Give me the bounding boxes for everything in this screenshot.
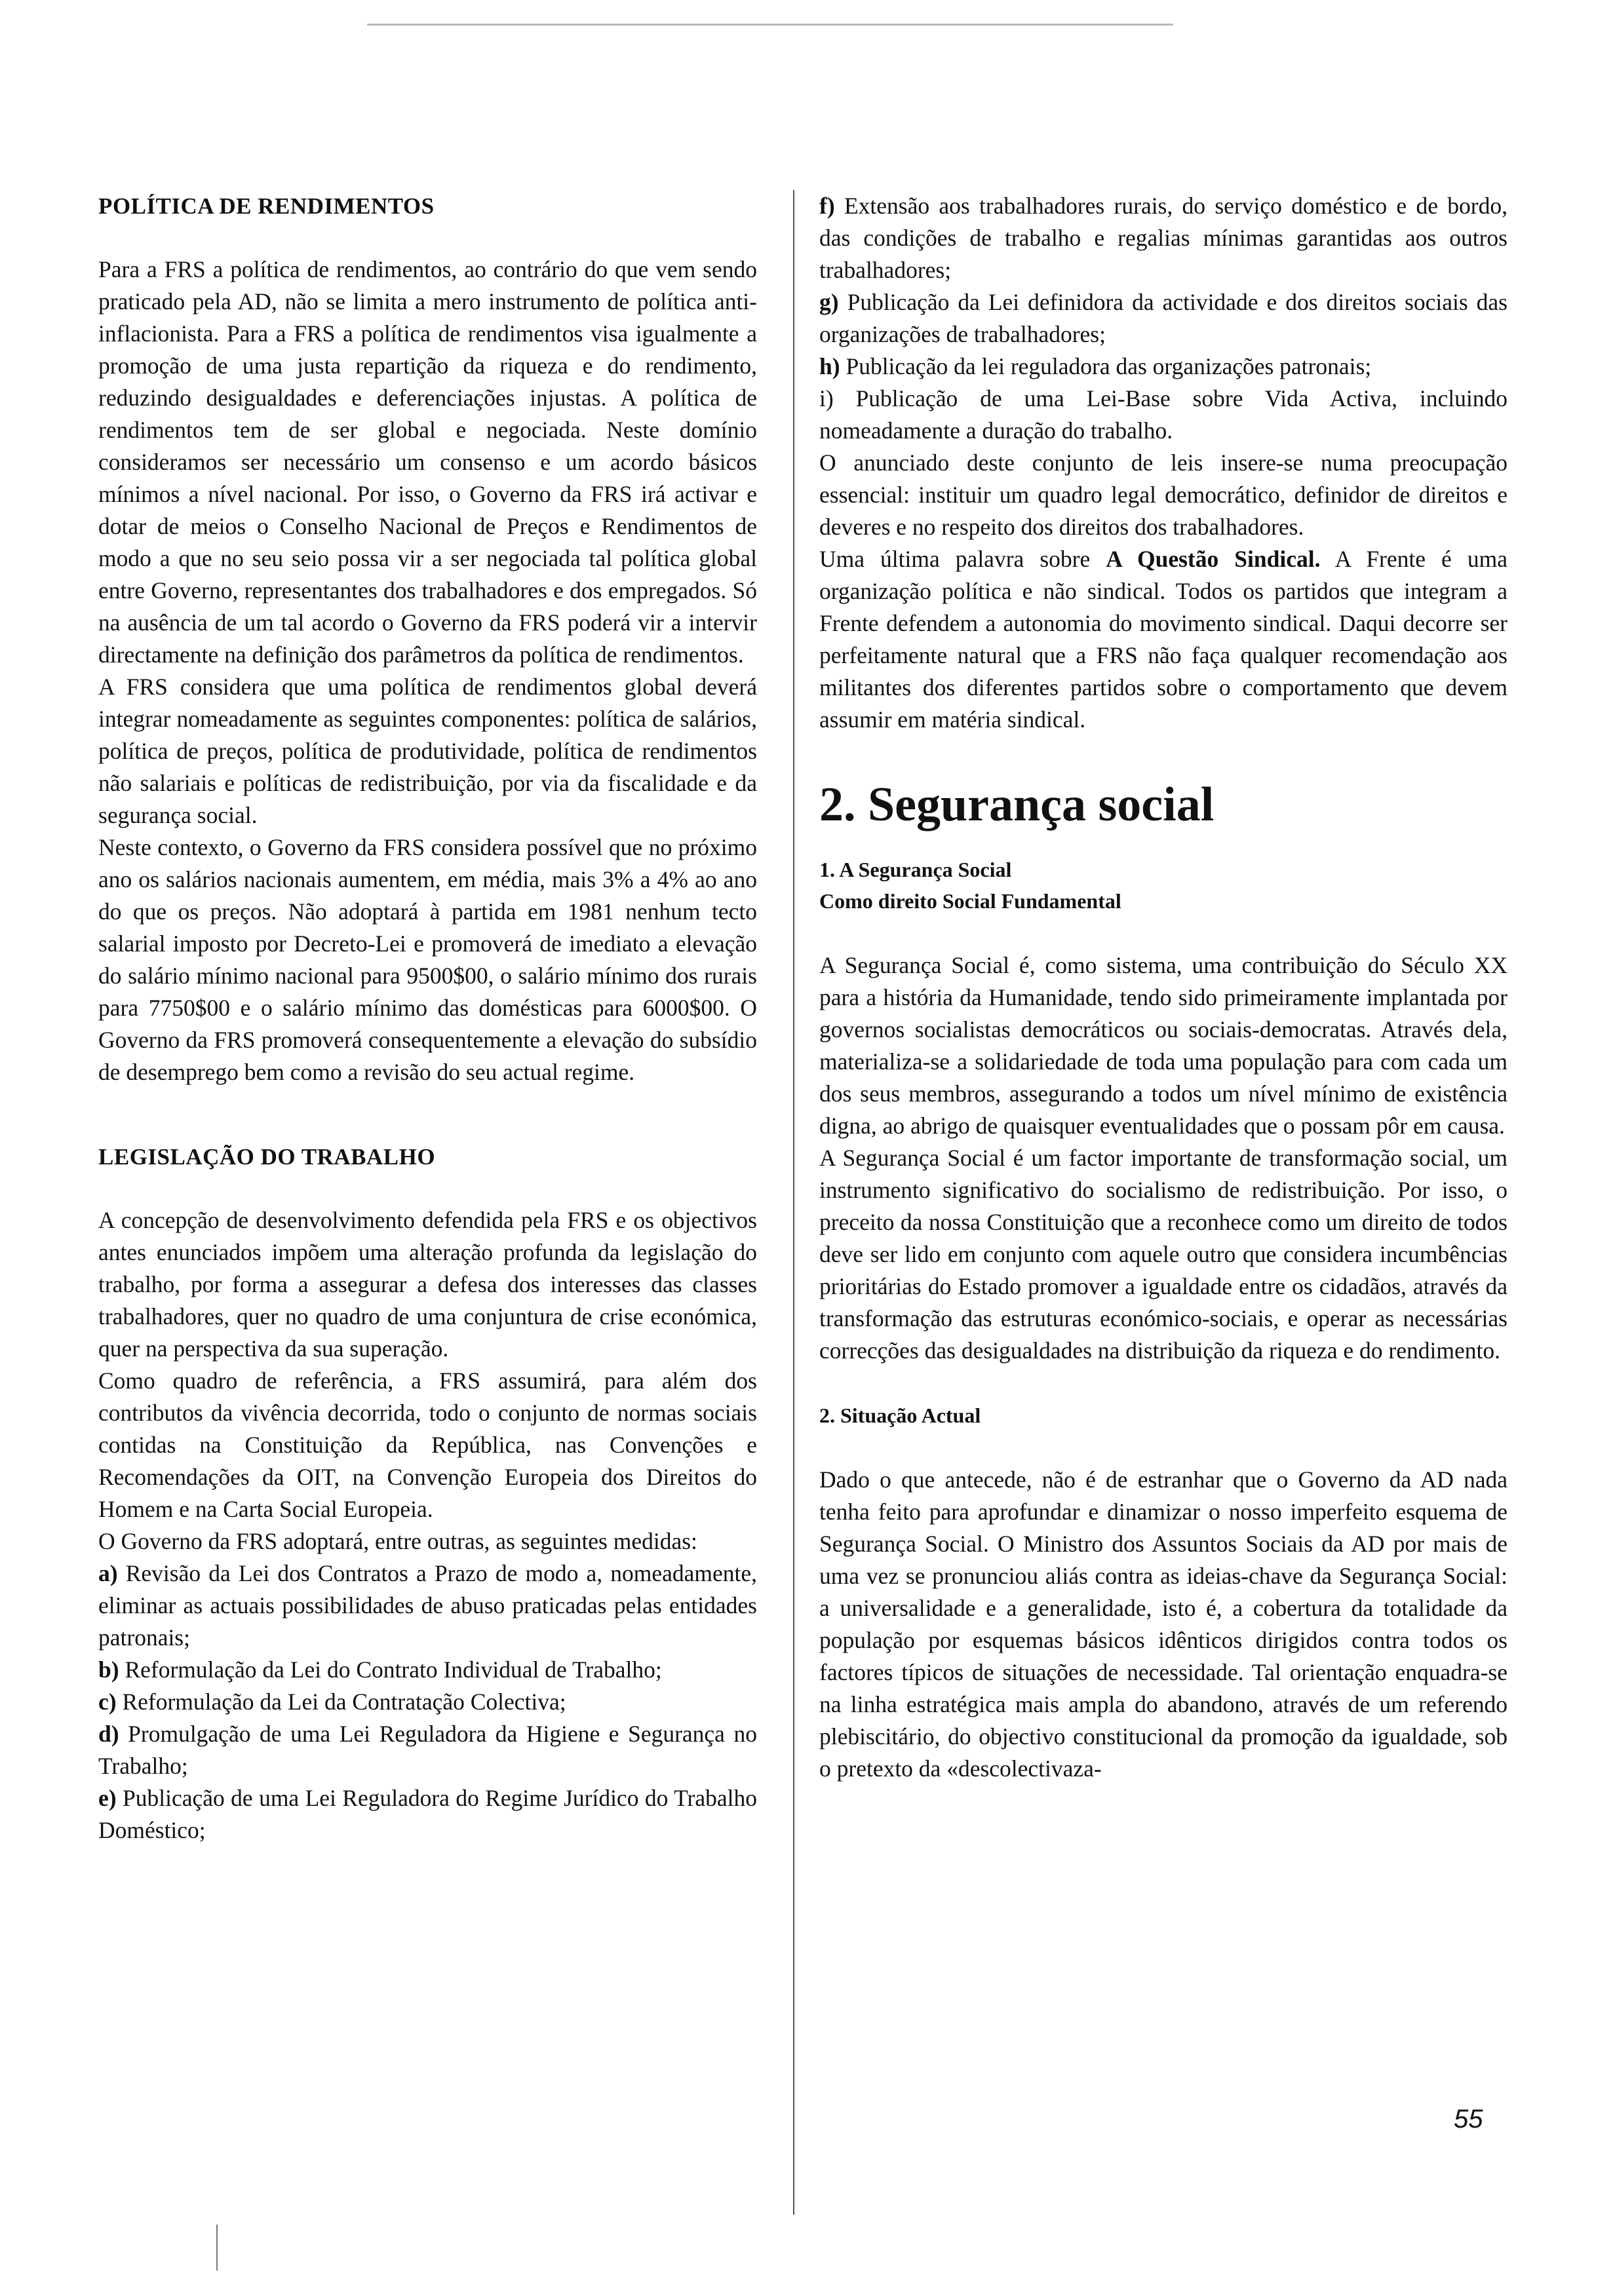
list-letter: h): [819, 353, 840, 379]
left-column: [98, 190, 757, 1846]
list-item: [98, 1654, 757, 1686]
page-number: 55: [1454, 2105, 1483, 2133]
list-letter: g): [819, 289, 839, 315]
list-item: [98, 1686, 757, 1718]
list-letter: d): [98, 1721, 119, 1747]
paragraph: A FRS considera que uma política de rendimentos global deverá integrar nomeadamente as seguintes componentes: política de salários, política de preços, política de produtividade, política de rendimentos não salariais e políticas de redistribuição, por via da fiscalidade e da segurança social.: [98, 674, 757, 828]
emphasis: A Questão Sindical.: [1106, 546, 1321, 572]
list-letter: i): [819, 385, 834, 411]
paragraph: Dado o que antecede, não é de estranhar que o Governo da AD nada tenha feito para aprofundar e dinamizar o nosso imperfeito esquema de Segurança Social. O Ministro dos Assuntos Sociais da AD por mais de uma vez se pronunciou aliás contra as ideias-chave da Segurança Social: a universalidade e a generalidade, isto é, a cobertura da totalidade da população por esquemas básicos idênticos dirigidos contra todos os factores típicos de situações de necessidade. Tal orientação enquadra-se na linha estratégica mais ampla do abandono, através de um referendo plebiscitário, do objectivo constitucional da promoção da igualdade, sob o pretexto da «descolectivaza-: [819, 1466, 1508, 1782]
paragraph: Como quadro de referência, a FRS assumirá, para além dos contributos da vivência decorrida, todo o conjunto de normas sociais contidas na Constituição da República, nas Convenções e Recomendações da OIT, na Convenção Europeia dos Direitos do Homem e na Carta Social Europeia.: [98, 1368, 757, 1522]
list-item: [98, 1782, 757, 1846]
list-item: [98, 1558, 757, 1654]
list-letter: f): [819, 193, 835, 219]
paragraph-questao-sindical: Uma última palavra sobre A Questão Sindical. A Frente é uma organização política e não sindical. Todos os partidos que integram a Frente defendem a autonomia do movimento sindical. Daqui decorre ser perfeitamente natural que a FRS não faça qualquer recomendação aos militantes dos diferentes partidos sobre o comportamento que devem assumir em matéria sindical.: [819, 546, 1508, 733]
section-title-legislacao-trabalho: LEGISLAÇÃO DO TRABALHO: [98, 1144, 436, 1170]
paragraph: Para a FRS a política de rendimentos, ao contrário do que vem sendo praticado pela AD, não se limita a mero instrumento de política anti-inflacionista. Para a FRS a política de rendimentos visa igualmente a promoção de uma justa repartição da riqueza e do rendimento, reduzindo desigualdades e deferenciações injustas. A política de rendimentos tem de ser global e negociada. Neste domínio consideramos ser necessário um consenso e um acordo básicos mínimos a nível nacional. Por isso, o Governo da FRS irá activar e dotar de meios o Conselho Nacional de Preços e Rendimentos de modo a que no seu seio possa vir a ser negociada tal política global entre Governo, representantes dos trabalhadores e dos empregados. Só na ausência de um tal acordo o Governo da FRS poderá vir a intervir directamente na definição dos parâmetros da política de rendimentos.: [98, 256, 757, 668]
top-rule: [367, 24, 1173, 26]
column-divider: [793, 190, 794, 2215]
list-text: Reformulação da Lei do Contrato Individual de Trabalho;: [119, 1656, 662, 1683]
list-text: Publicação de uma Lei Reguladora do Regime Jurídico do Trabalho Doméstico;: [98, 1785, 757, 1843]
paragraph: A Segurança Social é, como sistema, uma contribuição do Século XX para a história da Humanidade, tendo sido primeiramente implantada por governos socialistas democráticos ou sociais-democratas. Através dela, materializa-se a solidariedade de toda uma população para com cada um dos seus membros, assegurando a todos um nível mínimo de existência digna, ao abrigo de quaisquer eventualidades que o possam pôr em causa.: [819, 952, 1508, 1139]
subsection-title: 2. Situação Actual: [819, 1404, 981, 1427]
list-text: Extensão aos trabalhadores rurais, do serviço doméstico e de bordo, das condições de trabalho e regalias mínimas garantidas aos outros trabalhadores;: [819, 193, 1508, 283]
list-text: Publicação da lei reguladora das organizações patronais;: [840, 353, 1372, 379]
list-letter: c): [98, 1689, 117, 1715]
subsection-subtitle: Como direito Social Fundamental: [819, 889, 1121, 913]
paragraph: A Segurança Social é um factor importante de transformação social, um instrumento significativo do socialismo de redistribuição. Por isso, o preceito da nossa Constituição que a reconhece como um direito de todos deve ser lido em conjunto com aquele outro que considera incumbências prioritárias do Estado promover a igualdade entre os cidadãos, através da transformação das estruturas económico-sociais, e operar as necessárias correcções das desigualdades na distribuição da riqueza e do rendimento.: [819, 1145, 1508, 1364]
list-text: Reformulação da Lei da Contratação Colectiva;: [116, 1689, 566, 1715]
paragraph: O Governo da FRS adoptará, entre outras, as seguintes medidas:: [98, 1528, 697, 1554]
list-letter: b): [98, 1656, 119, 1683]
subsection-title: 1. A Segurança Social: [819, 858, 1012, 881]
right-column: [819, 190, 1508, 1785]
list-text: Publicação da Lei definidora da actividade e dos direitos sociais das organizações de trabalhadores;: [819, 289, 1508, 347]
chapter-heading: 2. Segurança social: [819, 778, 1215, 832]
paragraph: O anunciado deste conjunto de leis insere-se numa preocupação essencial: instituir um quadro legal democrático, definidor de direitos e deveres e no respeito dos direitos dos trabalhadores.: [819, 450, 1508, 540]
section-title-politica-rendimentos: POLÍTICA DE RENDIMENTOS: [98, 193, 435, 219]
paragraph: Neste contexto, o Governo da FRS considera possível que no próximo ano os salários nacionais aumentem, em média, mais 3% a 4% ao ano do que os preços. Não adoptará à partida em 1981 nenhum tecto salarial imposto por Decreto-Lei e promoverá de imediato a elevação do salário mínimo nacional para 9500$00, o salário mínimo dos rurais para 7750$00 e o salário mínimo das domésticas para 6000$00. O Governo da FRS promoverá consequentemente a elevação do subsídio de desemprego bem como a revisão do seu actual regime.: [98, 834, 757, 1085]
paragraph: A concepção de desenvolvimento defendida pela FRS e os objectivos antes enunciados impõem uma alteração profunda da legislação do trabalho, por forma a assegurar a defesa dos interesses das classes trabalhadores, quer no quadro de uma conjuntura de crise económica, quer na perspectiva da sua superação.: [98, 1207, 757, 1362]
list-letter: e): [98, 1785, 117, 1811]
list-item: [819, 383, 1508, 447]
margin-mark: [216, 2225, 218, 2270]
list-text: Revisão da Lei dos Contratos a Prazo de modo a, nomeadamente, eliminar as actuais possibilidades de abuso praticadas pelas entidades patronais;: [98, 1560, 757, 1651]
list-item: [819, 190, 1508, 286]
list-item: [819, 351, 1508, 383]
list-text: Publicação de uma Lei-Base sobre Vida Activa, incluindo nomeadamente a duração do trabalho.: [819, 385, 1508, 444]
list-item: [98, 1718, 757, 1782]
list-item: [819, 286, 1508, 351]
list-text: Promulgação de uma Lei Reguladora da Higiene e Segurança no Trabalho;: [98, 1721, 757, 1779]
list-letter: a): [98, 1560, 118, 1586]
